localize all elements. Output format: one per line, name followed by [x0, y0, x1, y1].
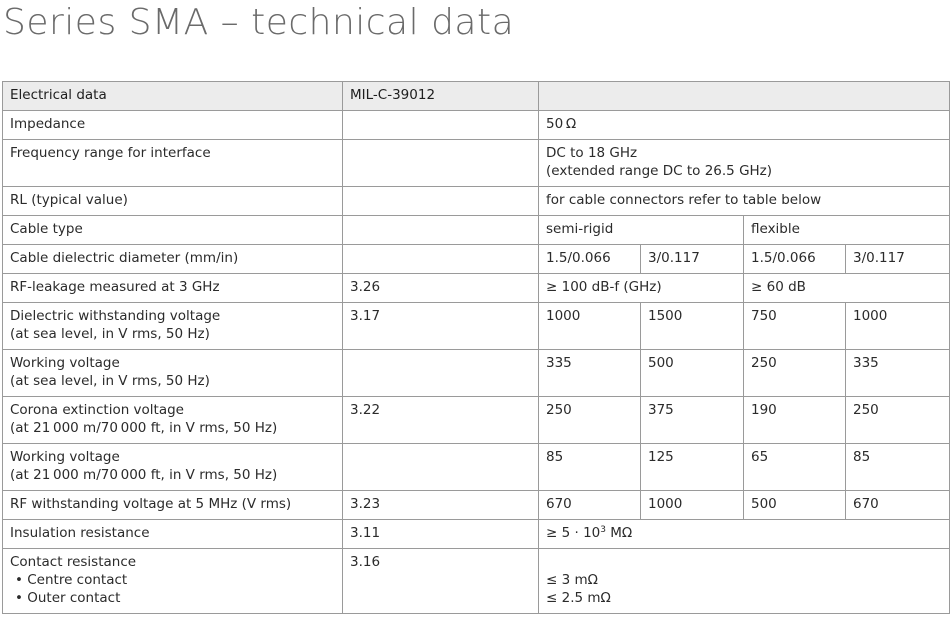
row-value: 1000	[539, 303, 641, 350]
row-mil	[343, 245, 539, 274]
table-header-row	[3, 82, 950, 111]
row-mil: 3.17	[343, 303, 539, 350]
table-row	[3, 350, 950, 397]
table-row	[3, 187, 950, 216]
label-subline: (at 21 000 m/70 000 ft, in V rms, 50 Hz)	[10, 467, 278, 483]
row-value: 50 Ω	[539, 111, 950, 140]
row-label: Cable dielectric diameter (mm/in)	[3, 245, 343, 274]
value-line: (extended range DC to 26.5 GHz)	[546, 163, 773, 179]
row-label	[3, 444, 343, 491]
row-value: 1000	[641, 491, 744, 520]
label-line: Dielectric withstanding voltage	[10, 308, 221, 324]
row-mil	[343, 444, 539, 491]
label-line: Working voltage	[10, 355, 120, 371]
table-row	[3, 245, 950, 274]
row-value: 335	[539, 350, 641, 397]
label-line: Working voltage	[10, 449, 120, 465]
row-mil: 3.23	[343, 491, 539, 520]
table-row	[3, 274, 950, 303]
row-value: 3/0.117	[846, 245, 950, 274]
table-row	[3, 549, 950, 614]
row-mil: 3.26	[343, 274, 539, 303]
row-value: 1500	[641, 303, 744, 350]
row-mil: 3.11	[343, 520, 539, 549]
table-row	[3, 303, 950, 350]
row-value: 125	[641, 444, 744, 491]
row-label: Impedance	[3, 111, 343, 140]
list-item: • Outer contact	[15, 590, 121, 606]
row-value: 500	[744, 491, 846, 520]
row-value: 750	[744, 303, 846, 350]
row-value: ≥ 100 dB-f (GHz)	[539, 274, 744, 303]
row-mil	[343, 216, 539, 245]
row-value: 500	[641, 350, 744, 397]
value-base: ≥ 5 · 10	[546, 525, 601, 541]
table-row	[3, 140, 950, 187]
row-value: 335	[846, 350, 950, 397]
technical-data-table	[2, 81, 950, 614]
row-label	[3, 303, 343, 350]
row-label: Frequency range for interface	[3, 140, 343, 187]
row-label	[3, 397, 343, 444]
value-line: ≤ 3 mΩ	[546, 572, 598, 588]
label-subline: (at 21 000 m/70 000 ft, in V rms, 50 Hz)	[10, 420, 278, 436]
row-label	[3, 549, 343, 614]
cable-type-semi-rigid: semi-rigid	[539, 216, 744, 245]
row-value: 85	[846, 444, 950, 491]
row-value: 1.5/0.066	[539, 245, 641, 274]
row-value: 65	[744, 444, 846, 491]
row-value: 670	[539, 491, 641, 520]
row-label: Insulation resistance	[3, 520, 343, 549]
row-value	[539, 549, 950, 614]
row-label	[3, 350, 343, 397]
spacer	[546, 553, 942, 571]
row-value: 1.5/0.066	[744, 245, 846, 274]
row-mil	[343, 350, 539, 397]
header-electrical-data: Electrical data	[3, 82, 343, 111]
label-line: Corona extinction voltage	[10, 402, 184, 418]
row-value: 670	[846, 491, 950, 520]
row-label: RF withstanding voltage at 5 MHz (V rms)	[3, 491, 343, 520]
row-value: 190	[744, 397, 846, 444]
row-mil	[343, 187, 539, 216]
header-mil-standard: MIL-C-39012	[343, 82, 539, 111]
row-value: 85	[539, 444, 641, 491]
row-value	[539, 520, 950, 549]
table-row	[3, 111, 950, 140]
row-label: RF-leakage measured at 3 GHz	[3, 274, 343, 303]
row-label: RL (typical value)	[3, 187, 343, 216]
row-value: 3/0.117	[641, 245, 744, 274]
label-subline: (at sea level, in V rms, 50 Hz)	[10, 326, 210, 342]
table-row	[3, 444, 950, 491]
table-row	[3, 520, 950, 549]
header-blank	[539, 82, 950, 111]
row-value: 250	[539, 397, 641, 444]
label-subline: (at sea level, in V rms, 50 Hz)	[10, 373, 210, 389]
row-value: 1000	[846, 303, 950, 350]
row-label: Cable type	[3, 216, 343, 245]
value-unit: MΩ	[605, 525, 633, 541]
row-mil	[343, 140, 539, 187]
label-line: Contact resistance	[10, 554, 137, 570]
row-value: 375	[641, 397, 744, 444]
value-line: DC to 18 GHz	[546, 145, 638, 161]
row-value: 250	[744, 350, 846, 397]
row-value: for cable connectors refer to table below	[539, 187, 950, 216]
row-value	[539, 140, 950, 187]
row-value: ≥ 60 dB	[744, 274, 950, 303]
row-mil	[343, 111, 539, 140]
list-item: • Centre contact	[15, 572, 128, 588]
row-mil: 3.16	[343, 549, 539, 614]
value-exponent: 3	[600, 525, 606, 535]
table-row	[3, 216, 950, 245]
row-value: 250	[846, 397, 950, 444]
table-row	[3, 397, 950, 444]
table-row	[3, 491, 950, 520]
row-mil: 3.22	[343, 397, 539, 444]
page-title: Series SMA – technical data	[3, 2, 515, 43]
cable-type-flexible: flexible	[744, 216, 950, 245]
value-line: ≤ 2.5 mΩ	[546, 590, 611, 606]
